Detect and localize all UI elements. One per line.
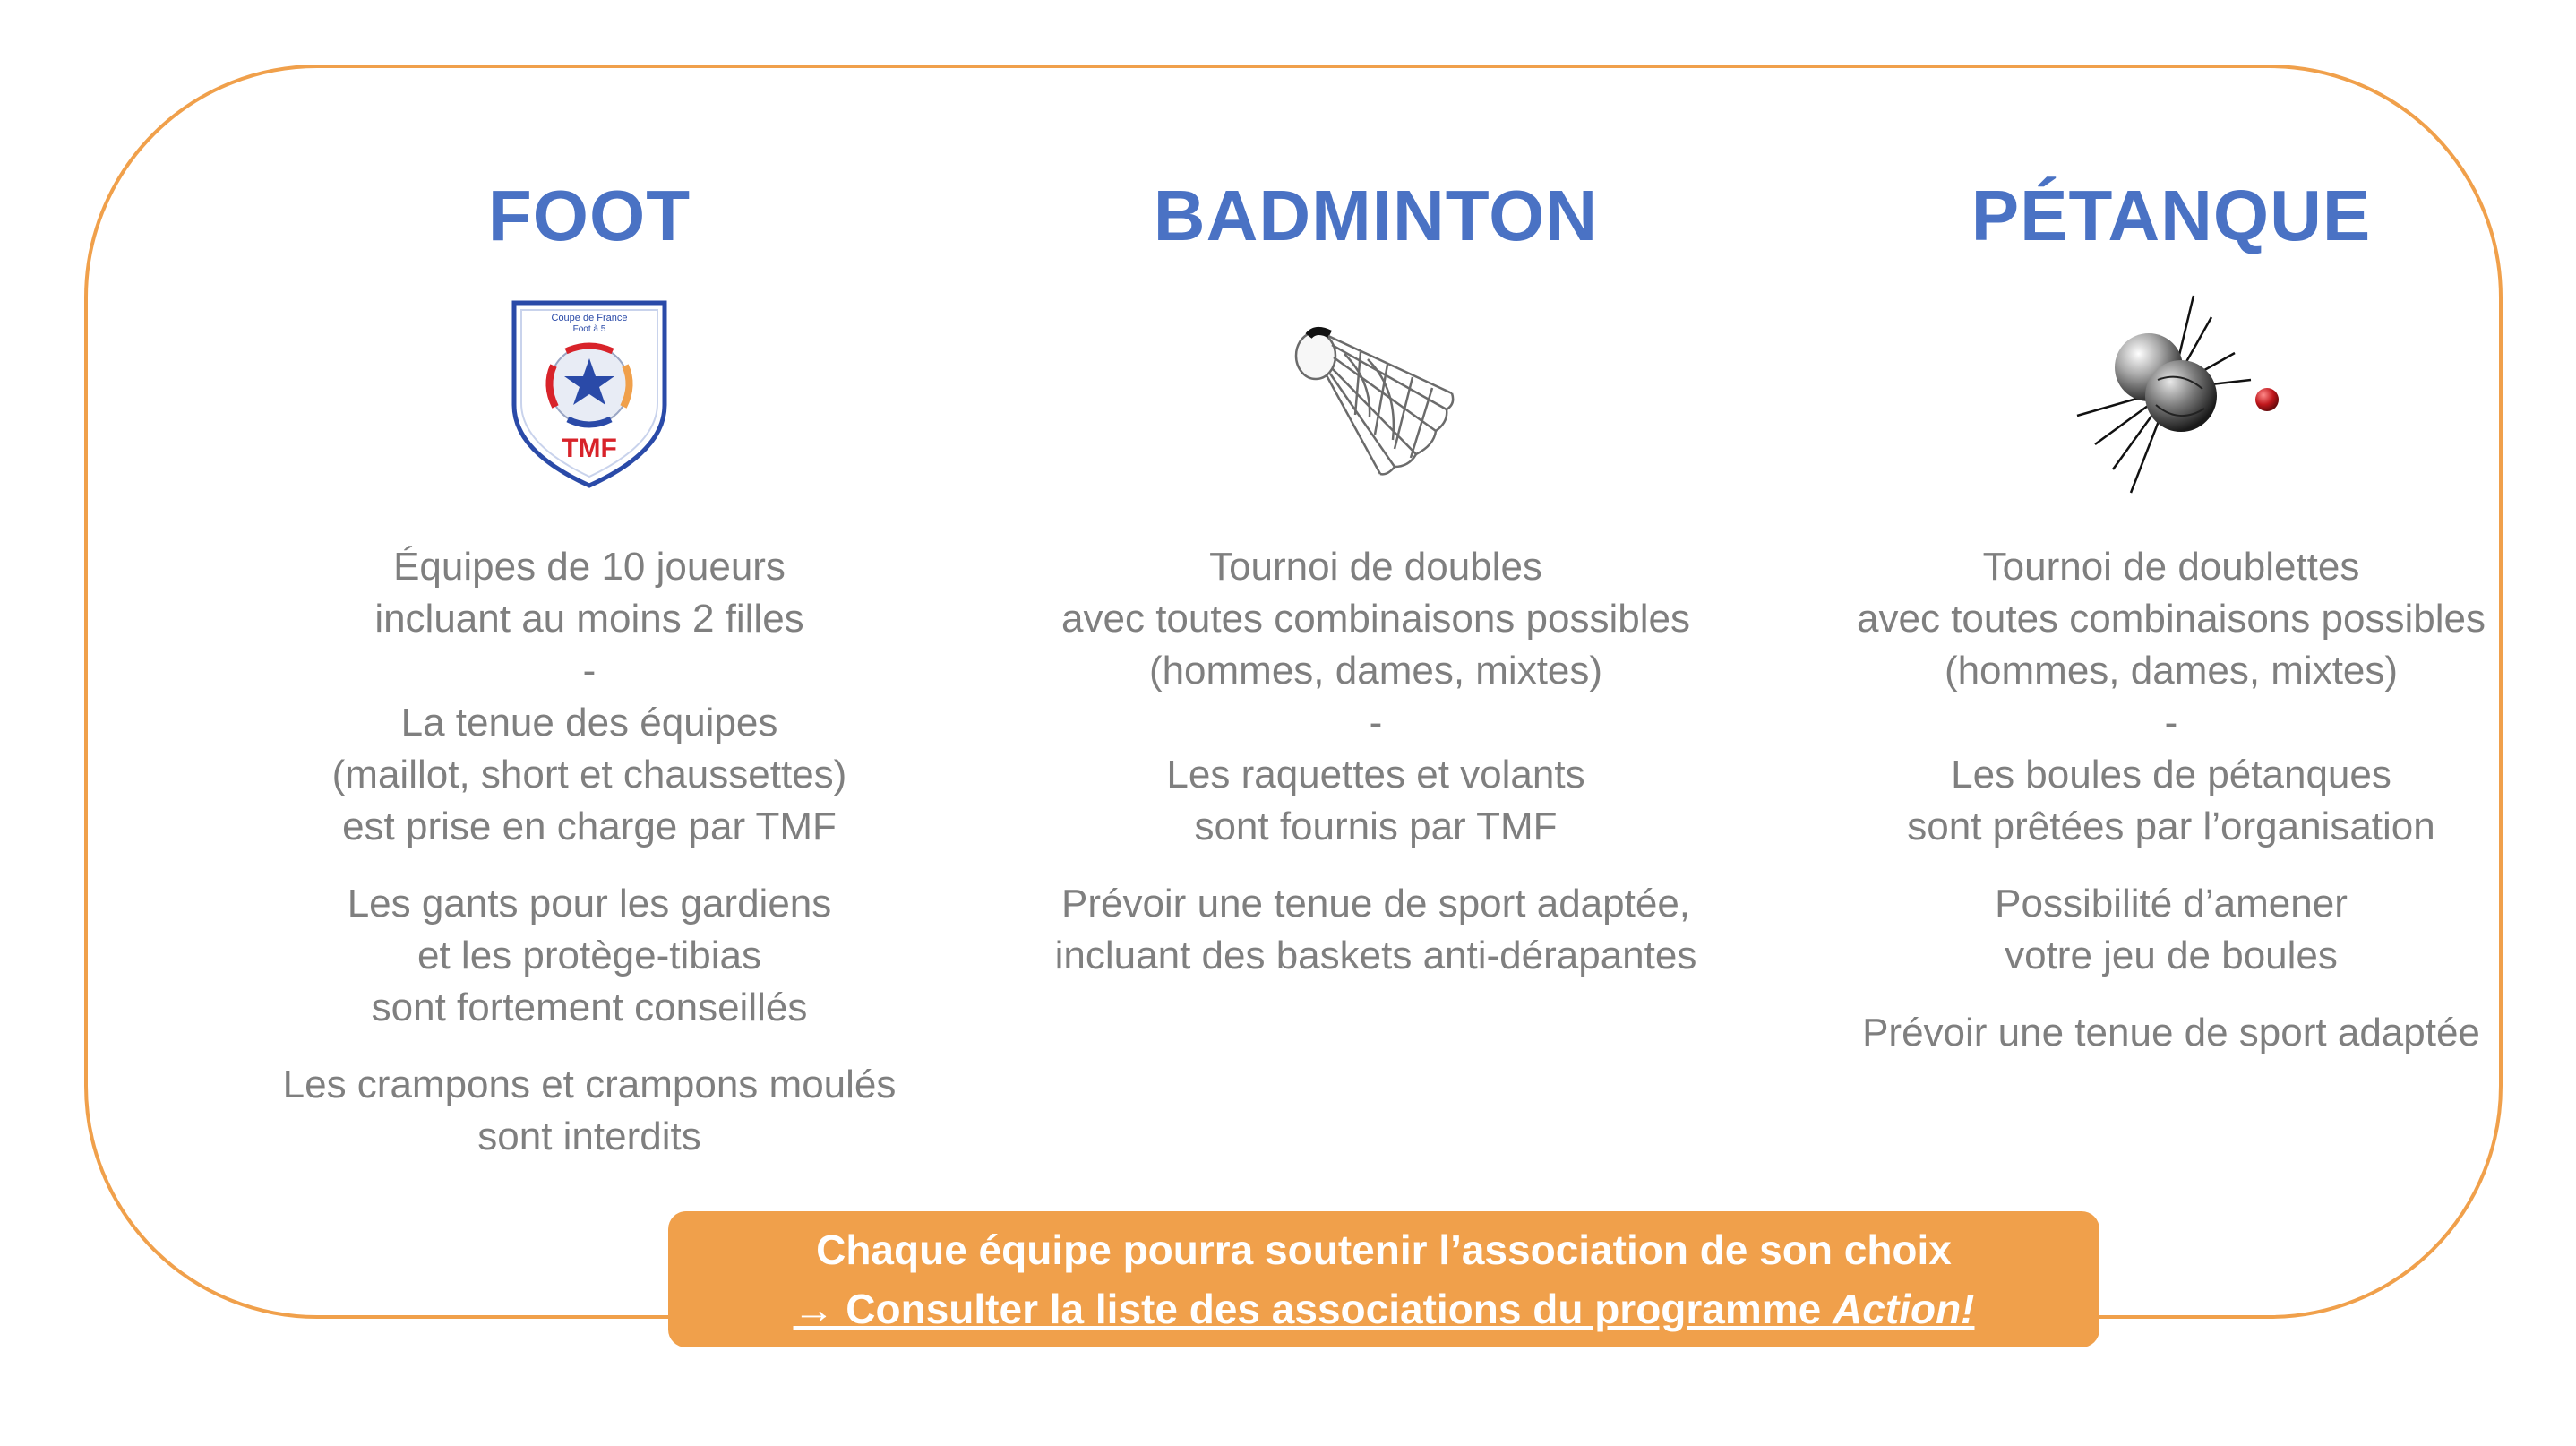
petanque-description: [1768, 541, 2574, 1059]
text-line: incluant au moins 2 filles: [374, 597, 804, 641]
petanque-column: [1768, 167, 2574, 1084]
badminton-column: [973, 167, 1779, 1007]
action-program-name[interactable]: Action!: [1833, 1286, 1975, 1332]
svg-text:Foot à 5: Foot à 5: [572, 324, 606, 334]
text-line: (hommes, dames, mixtes): [1944, 649, 2399, 693]
text-line: Équipes de 10 joueurs: [393, 545, 786, 589]
associations-list-link[interactable]: [668, 1279, 2099, 1338]
text-line: sont interdits: [477, 1115, 701, 1158]
text-line: sont fournis par TMF: [1194, 805, 1558, 848]
text-line: Les boules de pétanques: [1951, 753, 2391, 796]
banner-text: Chaque équipe pourra soutenir l’association de son choix: [816, 1227, 1952, 1273]
foot-paragraph-2: [186, 878, 992, 1034]
text-line: avec toutes combinaisons possibles: [1857, 597, 2486, 641]
foot-paragraph-3: [186, 1059, 992, 1163]
text-line: Prévoir une tenue de sport adaptée: [1862, 1011, 2480, 1054]
associations-banner: [668, 1211, 2099, 1347]
badminton-paragraph-1: [973, 541, 1779, 853]
text-line: Les gants pour les gardiens: [347, 882, 832, 925]
text-line: Tournoi de doubles: [1209, 545, 1542, 589]
content-frame: [84, 65, 2503, 1332]
text-line: La tenue des équipes: [400, 701, 778, 745]
petanque-title: PÉTANQUE: [1971, 176, 2372, 255]
separator-dash: -: [2164, 701, 2178, 745]
text-line: Les crampons et crampons moulés: [282, 1063, 897, 1106]
text-line: incluant des baskets anti-dérapantes: [1054, 934, 1697, 977]
foot-description: [186, 541, 992, 1163]
svg-text:Coupe de France: Coupe de France: [551, 313, 628, 323]
text-line: Possibilité d’amener: [1995, 882, 2348, 925]
badminton-paragraph-2: [973, 878, 1779, 982]
foot-paragraph-1: [186, 541, 992, 853]
badminton-title: BADMINTON: [1153, 176, 1599, 255]
text-line: Les raquettes et volants: [1166, 753, 1585, 796]
associations-link-text[interactable]: → Consulter la liste des associations du programme: [793, 1286, 1833, 1332]
text-line: (hommes, dames, mixtes): [1148, 649, 1603, 693]
badminton-illustration: [973, 290, 1779, 498]
foot-column: [186, 167, 992, 1188]
text-line: sont prêtées par l’organisation: [1907, 805, 2435, 848]
foot-logo: [186, 290, 992, 498]
text-line: avec toutes combinaisons possibles: [1061, 597, 1690, 641]
badminton-description: [973, 541, 1779, 982]
shuttlecock-icon: [1282, 309, 1470, 479]
petanque-illustration: [1768, 290, 2574, 498]
svg-text:TMF: TMF: [562, 434, 617, 463]
text-line: votre jeu de boules: [2005, 934, 2338, 977]
petanque-paragraph-1: [1768, 541, 2574, 853]
petanque-paragraph-2: [1768, 878, 2574, 982]
petanque-paragraph-3: [1768, 1007, 2574, 1059]
text-line: et les protège-tibias: [417, 934, 761, 977]
petanque-boules-icon: [2059, 290, 2283, 498]
coupe-de-france-logo-icon: [509, 299, 670, 489]
text-line: (maillot, short et chaussettes): [331, 753, 847, 796]
foot-title: FOOT: [487, 176, 691, 255]
text-line: sont fortement conseillés: [371, 986, 808, 1029]
text-line: Prévoir une tenue de sport adaptée,: [1060, 882, 1691, 925]
text-line: Tournoi de doublettes: [1982, 545, 2360, 589]
separator-dash: -: [582, 649, 597, 693]
separator-dash: -: [1369, 701, 1383, 745]
text-line: est prise en charge par TMF: [342, 805, 837, 848]
